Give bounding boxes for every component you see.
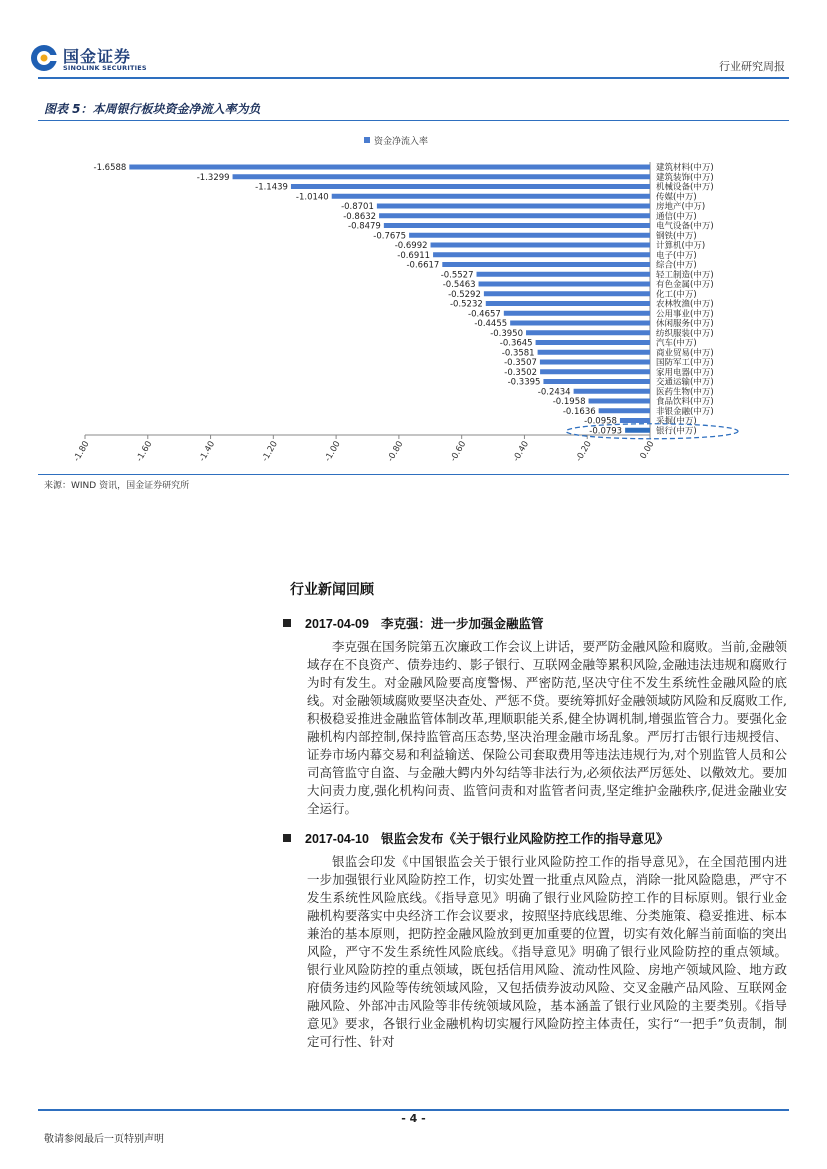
bar-value-label: -0.3645 [499, 338, 533, 349]
bullet-icon [283, 834, 291, 842]
news-date: 2017-04-10 [305, 832, 369, 846]
category-label: 机械设备(中万) [656, 182, 714, 193]
bar-value-label: -0.8479 [348, 221, 381, 232]
x-tick-label: 0.00 [638, 439, 657, 461]
bar [332, 194, 650, 199]
category-label: 农林牧渔(中万) [656, 299, 714, 310]
bar [620, 418, 650, 423]
logo-cn-text: 国金证券 [63, 47, 132, 66]
category-label: 纺织服装(中万) [656, 328, 714, 339]
category-label: 计算机(中万) [656, 241, 706, 251]
news-body-2: 银监会印发《中国银监会关于银行业风险防控工作的指导意见》，在全国范围内进一步加强银行业风险防控工作，切实处置一批重点风险点，消除一批风险隐患，严守不发生系统性风险底线。《指导意见》明确了银行业风险防控工作的目标原则。银行业金融机构要落实中央经济工作会议要求，按照坚持底线思维、分类施策、稳妥推进、标本兼治的基本原则，把防控金融风险放到更加重要的位置，切实有效化解当前面临的突出风险，严守不发生系统性风险底线。《指导意见》明确了银行业风险防控的重点领域。银行业风险防控的重点领域，既包括信用风险、流动性风险、房地产领域风险、地方政府债务违约风险等传统领域风险，又包括债券波动风险、交叉金融产品风险、互联网金融风险、外部冲击风险等非传统领域风险，基本涵盖了银行业风险的主要类别。《指导意见》要求，各银行业金融机构切实履行风险防控主体责任，实行“一把手”负责制，制定可行性、针对 [307, 854, 787, 1049]
x-tick-label: -1.60 [134, 439, 155, 464]
bar-value-label: -0.5527 [440, 270, 474, 281]
footer-divider [38, 1109, 789, 1111]
category-label: 采掘(中万) [656, 416, 697, 427]
bar [233, 174, 650, 179]
bar [504, 311, 650, 316]
category-label: 建筑材料(中万) [656, 163, 714, 173]
category-label: 通信(中万) [656, 211, 697, 222]
category-label: 房地产(中万) [656, 202, 706, 212]
bar-value-label: -0.6992 [394, 241, 428, 251]
bar-value-label: -1.1439 [255, 182, 288, 193]
bar [479, 282, 650, 287]
legend-label: 资金净流入率 [374, 137, 429, 147]
category-label: 食品饮料(中万) [656, 397, 714, 407]
figure-top-divider [38, 120, 789, 121]
report-type: 行业研究周报 [719, 60, 785, 73]
sinolink-logo-icon [30, 44, 58, 72]
category-label: 休闲服务(中万) [656, 319, 714, 329]
category-label: 国防军工(中万) [656, 358, 714, 368]
figure-source: 来源：WIND 资讯，国金证券研究所 [44, 481, 190, 491]
bar [384, 223, 650, 228]
news-headline-1 [283, 614, 543, 632]
bar [431, 243, 650, 248]
x-tick-label: -0.80 [385, 439, 406, 464]
category-label: 汽车(中万) [656, 338, 697, 349]
company-logo [30, 44, 160, 76]
bar-value-label: -0.1958 [552, 397, 586, 407]
bar-value-label: -0.8632 [343, 211, 377, 222]
category-label: 家用电器(中万) [656, 367, 714, 378]
bar-value-label: -0.8701 [341, 202, 374, 212]
bar [543, 379, 650, 384]
category-label: 化工(中万) [656, 289, 697, 300]
category-label: 有色金属(中万) [656, 280, 714, 290]
bar-value-label: -0.3395 [507, 377, 541, 388]
figure-title: 图表 5：本周银行板块资金净流入率为负 [44, 102, 261, 116]
news-body-1: 李克强在国务院第五次廉政工作会议上讲话，要严防金融风险和腐败。当前,金融领域存在不良资产、债券违约、影子银行、互联网金融等累积风险,金融违法违规和腐败行为时有发生。对金融风险要高度警惕、严密防范,坚决守住不发生系统性金融风险的底线。对金融领域腐败要坚决查处、严惩不贷。要统筹抓好金融领域防风险和反腐败工作,积极稳妥推进金融监管体制改革,理顺职能关系,健全协调机制,增强监管合力。要强化金融机构内部控制,保持监管高压态势,坚决治理金融市场乱象。严厉打击银行违规授信、证券市场内幕交易和利益输送、保险公司套取费用等违法违规行为,对个别监管人员和公司高管监守自盗、与金融大鳄内外勾结等非法行为,必须依法严厉惩处、以儆效尤。要加大问责力度,强化机构问责、监管问责和对监管者问责,坚定维护金融秩序,促进金融业安全运行。 [307, 639, 787, 816]
news-title: 银监会发布《关于银行业风险防控工作的指导意见》 [380, 831, 669, 846]
x-tick-label: -0.20 [574, 439, 594, 464]
bar-value-label: -0.0793 [589, 426, 623, 437]
x-tick-label: -1.40 [197, 439, 218, 464]
header-divider [38, 77, 789, 79]
bar [477, 272, 650, 277]
x-tick-label: -1.20 [260, 439, 280, 464]
category-label: 综合(中万) [656, 260, 697, 271]
bar-value-label: -0.6911 [397, 250, 431, 261]
logo-en-text: SINOLINK SECURITIES [63, 64, 147, 72]
category-label: 交通运输(中万) [656, 377, 714, 388]
page-number: - 4 - [401, 1112, 426, 1125]
bar-value-label: -0.4455 [474, 319, 508, 329]
bar [599, 408, 650, 413]
bar [377, 204, 650, 209]
bar-value-label: -0.7675 [373, 231, 407, 242]
bar [433, 252, 650, 257]
category-label: 轻工制造(中万) [656, 270, 714, 281]
bar-value-label: -0.0958 [584, 416, 617, 427]
bar-value-label: -0.6617 [406, 260, 440, 271]
category-label: 建筑装饰(中万) [656, 172, 714, 183]
bar [510, 321, 650, 326]
bar [536, 340, 650, 345]
bar [526, 330, 650, 335]
section-title: 行业新闻回顾 [290, 582, 374, 598]
bar-value-label: -1.0140 [295, 192, 329, 203]
category-label: 电气设备(中万) [656, 221, 714, 232]
category-label: 电子(中万) [656, 250, 697, 261]
disclaimer: 敬请参阅最后一页特别声明 [44, 1134, 164, 1145]
bar [540, 369, 650, 374]
bar [442, 262, 650, 267]
bar [574, 389, 650, 394]
category-label: 银行(中万) [656, 426, 697, 437]
bar [540, 360, 650, 365]
x-tick-label: -0.60 [448, 439, 469, 464]
bar [486, 301, 650, 306]
news-headline-2 [283, 829, 668, 847]
x-tick-label: -1.00 [323, 439, 343, 464]
bar [625, 428, 650, 433]
bar-value-label: -1.6588 [93, 163, 127, 173]
bar-value-label: -0.5232 [449, 299, 483, 310]
bar-value-label: -0.4657 [468, 309, 501, 320]
bar [409, 233, 650, 238]
bar-value-label: -0.3581 [501, 348, 535, 359]
bar-value-label: -0.2434 [537, 387, 571, 398]
bar-value-label: -0.5463 [442, 280, 476, 290]
bar-value-label: -0.3950 [490, 328, 524, 339]
bar [538, 350, 650, 355]
category-label: 医药生物(中万) [656, 387, 714, 398]
bar [379, 213, 650, 218]
bar-value-label: -0.3502 [504, 367, 538, 378]
category-label: 传媒(中万) [656, 192, 697, 203]
bar-value-label: -0.1636 [562, 406, 596, 417]
x-tick-label: -1.80 [71, 439, 92, 464]
bar [291, 184, 650, 189]
bar-value-label: -0.3507 [504, 358, 537, 368]
net-inflow-bar-chart [38, 122, 789, 472]
bullet-icon [283, 619, 291, 627]
figure-bottom-divider [38, 474, 789, 475]
category-label: 公用事业(中万) [656, 309, 714, 320]
news-date: 2017-04-09 [305, 617, 369, 631]
bar [484, 291, 650, 296]
bar-value-label: -1.3299 [196, 172, 230, 183]
category-label: 商业贸易(中万) [656, 348, 714, 359]
category-label: 钢铁(中万) [656, 231, 697, 242]
category-label: 非银金融(中万) [656, 406, 714, 417]
legend-swatch [364, 137, 370, 143]
x-tick-label: -0.40 [511, 439, 532, 464]
bar [589, 399, 650, 404]
news-title: 李克强：进一步加强金融监管 [380, 616, 544, 631]
bar-value-label: -0.5292 [448, 289, 481, 300]
bar [129, 165, 650, 170]
